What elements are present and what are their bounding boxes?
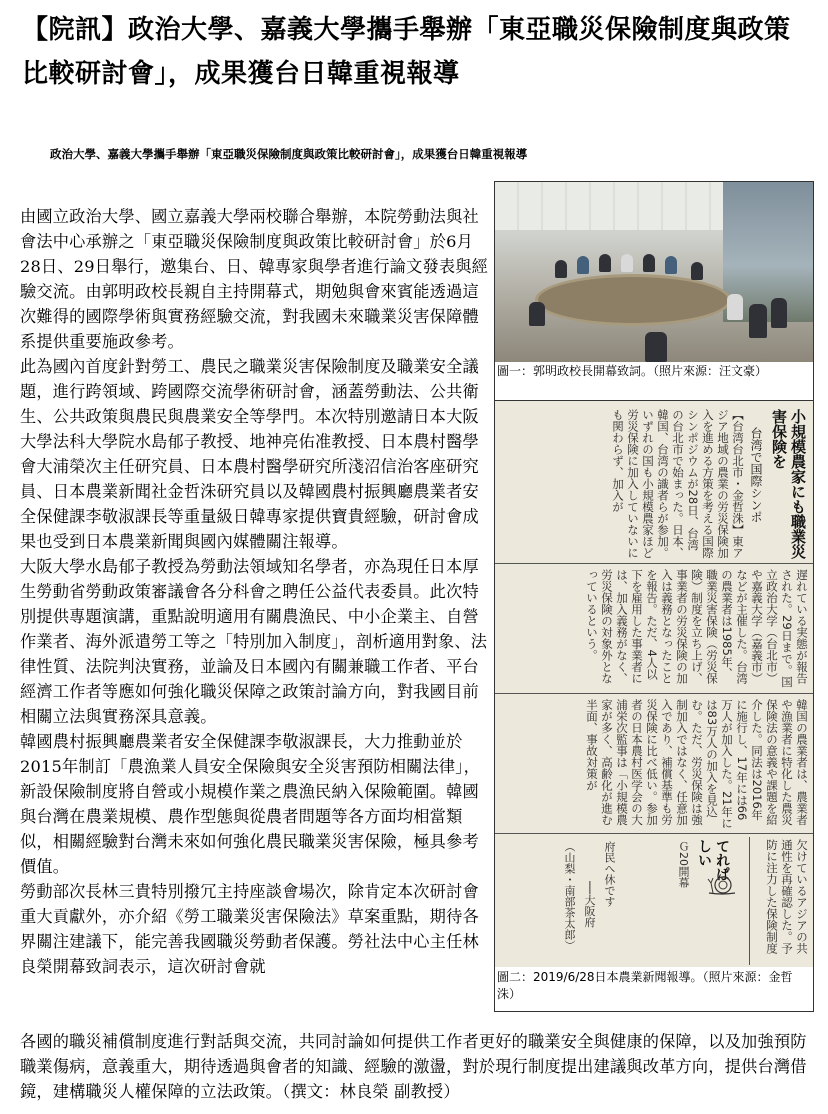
clipping-box-title: てれぱしい bbox=[696, 839, 730, 881]
clipping-box-line: Ｇ20開幕 bbox=[677, 841, 690, 888]
photo-attendee bbox=[621, 254, 633, 272]
figure-2-caption: 圖二：2019/6/28日本農業新聞報導。（照片來源：金哲洙） bbox=[497, 970, 793, 1001]
photo-attendee bbox=[691, 262, 703, 280]
clipping-column-2: 遅れている実態が報告された。29日まで。国立政治大学（台北市）や嘉義大学（嘉義市）などが主催した。台湾の農業者は1985年、職業災害保険（労災保険）制度を立ち上げ、事業者の労災保険の加入は義務となったことを報告。ただ、4人以下を雇用した事業者には、加入義務がなく、労災保険の対象外となっているという。 bbox=[585, 569, 809, 688]
photo-attendee bbox=[665, 256, 677, 274]
figure-1-caption: 圖一：郭明政校長開幕致詞。（照片來源：汪文豪） bbox=[497, 364, 768, 378]
paragraph-5: 勞動部次長林三貴特別撥冗主持座談會場次，除肯定本次研討會重大貢獻外，亦介紹《勞工職業災害保險法》草案重點，期待各界關注建議下，能完善我國職災勞動者保護。勞社法中心主任林良榮開幕致詞表示，這次研討會就 bbox=[20, 882, 479, 976]
clipping-column-3: 韓国の農業者は、農業者や漁業者に特化した農災保険法の意義や課題を紹介した。同法は2016年に施行し、17年には66万人が加入した。21年には83万人の加入を見込む。ただ、労災保険は強制加入ではなく、任意加入であり、補償基準も労災保険に比べ低い。参加者の日本農村医学会の大浦栄次監事は「小規模農家が多く、高齢化が進む半面、事故対策が bbox=[585, 699, 809, 829]
paragraph-4: 韓國農村振興廳農業者安全保健課李敬淑課長，大力推動並於2015年制訂「農漁業人員安全保險與安全災害預防相關法律」，新設保險制度將自營或小規模作業之農漁民納入保險範圍。韓國與台灣在農業規模、農作型態與從農者問題等各方面均相當類似，相關經驗對台灣未來如何強化農民職業災害保險，極具參考價值。 bbox=[20, 732, 480, 876]
photo-attendee bbox=[749, 304, 767, 338]
clipping-divider bbox=[495, 693, 813, 694]
photo-attendee bbox=[529, 302, 545, 326]
article-body-tail bbox=[20, 1029, 810, 1104]
photo-conference-table bbox=[535, 274, 731, 326]
photo-attendee bbox=[599, 254, 611, 272]
article-title: 【院訊】政治大學、嘉義大學攜手舉辦「東亞職災保險制度與政策比較研討會」，成果獲台日韓重視報導 bbox=[22, 15, 791, 89]
clipping-divider bbox=[495, 833, 813, 834]
paragraph-3: 大阪大學水島郁子教授為勞動法領域知名學者，亦為現任日本厚生勞動省勞動政策審議會各分科會之聘任公益代表委員。此次特別提供專題演講，重點說明適用有關農漁民、中小企業主、自營作業者、海外派遣勞工等之「特別加入制度」，剖析適用對象、法律性質、法院判決實務，並論及日本國內有關兼職工作者、平台經濟工作者等應如何強化職災保障之政策討論方向，對我國目前相關立法與實務深具意義。 bbox=[20, 557, 488, 726]
photo-attendee bbox=[643, 254, 655, 272]
photo-attendee bbox=[577, 256, 589, 274]
clipping-subheadline: 台湾で国際シンポ bbox=[749, 427, 763, 523]
conference-room-photo bbox=[495, 182, 813, 362]
clipping-box-line: 府民へ休です bbox=[603, 841, 616, 907]
clipping-column-4: 欠けているアジアの共通性を再確認した。予防に注力した保険制度 bbox=[765, 839, 809, 954]
clipping-box-line: （山梨・南部茶太郎） bbox=[563, 841, 576, 951]
photo-attendee bbox=[727, 294, 743, 320]
clipping-box-line: ──大阪府 bbox=[583, 881, 596, 928]
article-body bbox=[20, 204, 490, 979]
newspaper-clipping-photo bbox=[495, 401, 813, 967]
clipping-divider bbox=[495, 563, 813, 564]
article-subtitle: 政治大學、嘉義大學攜手舉辦「東亞職災保險制度與政策比較研討會」，成果獲台日韓重視報導 bbox=[50, 147, 528, 161]
figure-newspaper-clipping bbox=[494, 400, 814, 1012]
clipping-divider bbox=[749, 837, 750, 965]
paragraph-2: 此為國內首度針對勞工、農民之職業災害保險制度及職業安全議題，進行跨領域、跨國際交流學術研討會，涵蓋勞動法、公共衛生、公共政策與農民與農業安全等學門。本次特別邀請日本大阪大學法科大學院水島郁子教授、地神亮佑准教授、日本農村醫學會大浦榮次主任研究員、日本農村醫學研究所淺沼信治客座研究員、日本農業新聞社金哲洙研究員以及韓國農村振興廳農業者安全保健課李敬淑課長等重量級日韓專家提供寶貴經驗，研討會成果也受到日本農業新聞與國內媒體關注報導。 bbox=[20, 357, 479, 551]
paragraph-1: 由國立政治大學、國立嘉義大學兩校聯合舉辦，本院勞動法與社會法中心承辦之「東亞職災保險制度與政策比較研討會」於6月28日、29日舉行，邀集台、日、韓專家與學者進行論文發表與經驗交流。由郭明政校長親自主持開幕式，期勉與會來賓能透過這次難得的國際學術與實務經驗交流，對我國未來職業災害保障體系提供重要施政參考。 bbox=[20, 207, 489, 351]
photo-attendee bbox=[771, 298, 787, 328]
clipping-column-1: 【台湾台北市・金哲洙】東アジア地域の農業の労災保険加入を進める方策を考える国際シンポジウムが28日、台湾の台北市で始まった。日本、韓国、台湾の識者らが参加。いずれの国も小規模農家ほど労災保険に加入していないにも関わらず、加入が bbox=[611, 409, 745, 559]
snail-illustration-icon bbox=[705, 871, 739, 897]
photo-attendee bbox=[645, 332, 667, 362]
clipping-headline: 小規模農家にも職業災害保険を bbox=[770, 409, 807, 559]
figure-conference-photo bbox=[494, 181, 814, 402]
paragraph-tail: 各國的職災補償制度進行對話與交流，共同討論如何提供工作者更好的職業安全與健康的保障，以及加強預防職業傷病，意義重大，期待透過與會者的知識、經驗的激盪，對於現行制度提出建議與改革方向，提供台灣借鏡，建構職災人權保障的立法政策。（撰文：林良榮 副教授） bbox=[20, 1032, 807, 1101]
photo-attendee bbox=[555, 260, 567, 278]
